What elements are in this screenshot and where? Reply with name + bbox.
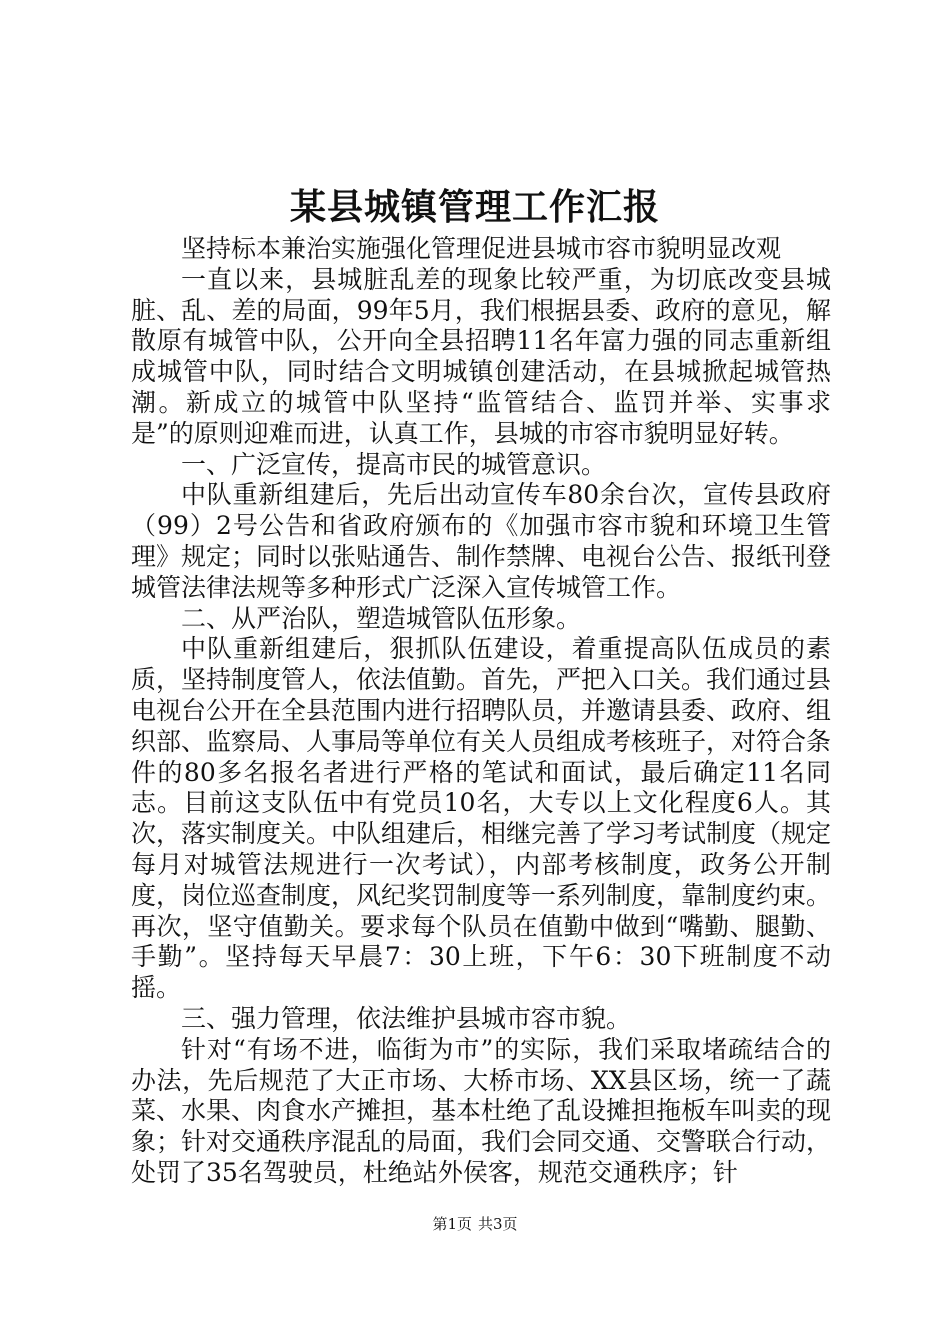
section-1-paragraph: 中队重新组建后，先后出动宣传车80余台次，宣传县政府（99）2号公告和省政府颁布的《加强市容市貌和环境卫生管理》规定；同时以张贴通告、制作禁牌、电视台公告、报纸刊登城管法律法规等多种形式广泛深入宣传城管工作。 (131, 480, 832, 602)
section-2-paragraph: 中队重新组建后，狠抓队伍建设，着重提高队伍成员的素质，坚持制度管人，依法值勤。首先，严把入口关。我们通过县电视台公开在全县范围内进行招聘队员，并邀请县委、政府、组织部、监察局、人事局等单位有关人员组成考核班子，对符合条件的80多名报名者进行严格的笔试和面试，最后确定11名同志。目前这支队伍中有党员10名，大专以上文化程度6人。其次，落实制度关。中队组建后，相继完善了学习考试制度（规定每月对城管法规进行一次考试），内部考核制度，政务公开制度，岗位巡查制度，风纪奖罚制度等一系列制度，靠制度约束。再次，坚守值勤关。要求每个队员在值勤中做到“嘴勤、腿勤、手勤”。坚持每天早晨7：30上班，下午6：30下班制度不动摇。 (131, 634, 832, 1003)
document-body (131, 234, 831, 1189)
section-heading-2: 二、从严治队，塑造城管队伍形象。 (181, 603, 582, 633)
intro-paragraph: 一直以来，县城脏乱差的现象比较严重，为切底改变县城脏、乱、差的局面，99年5月，我们根据县委、政府的意见，解散原有城管中队，公开向全县招聘11名年富力强的同志重新组成城管中队，同时结合文明城镇创建活动，在县城掀起城管热潮。新成立的城管中队坚持“监管结合、监罚并举、实事求是”的原则迎难而进，认真工作，县城的市容市貌明显好转。 (131, 264, 831, 448)
section-heading-1: 一、广泛宣传，提高市民的城管意识。 (181, 449, 607, 479)
page-total: 共3页 (478, 1215, 518, 1233)
page-number: 第1页 (432, 1215, 472, 1233)
section-heading-3: 三、强力管理，依法维护县城市容市貌。 (181, 1003, 632, 1033)
subtitle-paragraph: 坚持标本兼治实施强化管理促进县城市容市貌明显改观 (181, 234, 782, 263)
page-footer (0, 1214, 950, 1234)
section-3-paragraph: 针对“有场不进，临街为市”的实际，我们采取堵疏结合的办法，先后规范了大正市场、大桥市场、XX县区场，统一了蔬菜、水果、肉食水产摊担，基本杜绝了乱设摊担拖板车叫卖的现象；针对交通秩序混乱的局面，我们会同交通、交警联合行动，处罚了35名驾驶员，杜绝站外侯客，规范交通秩序；针 (131, 1034, 832, 1187)
document-title: 某县城镇管理工作汇报 (289, 186, 660, 228)
